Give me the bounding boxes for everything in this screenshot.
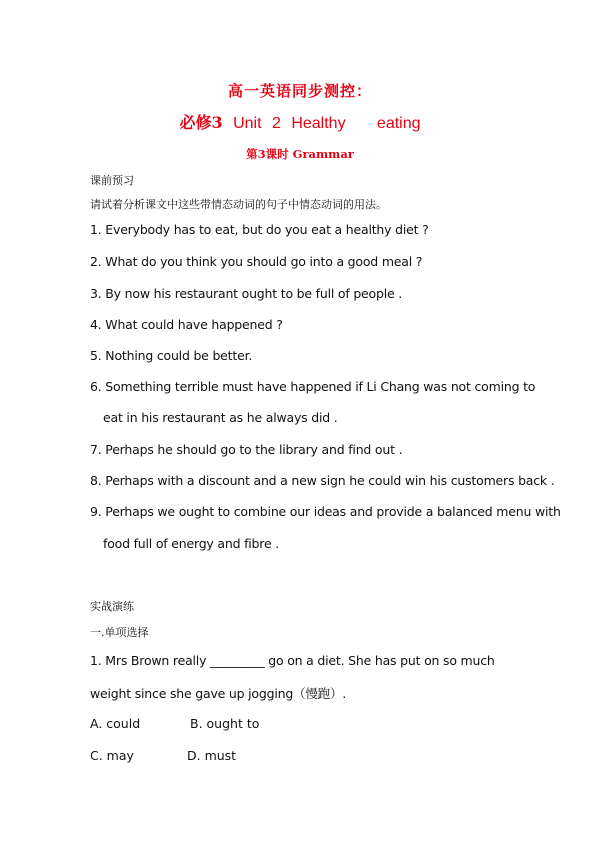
sentence-5: 5. Nothing could be better. [90, 348, 253, 363]
question-1-line2: weight since she gave up jogging（慢跑）. [90, 686, 347, 701]
option-a: A. could [90, 716, 141, 731]
question-1-line1: 1. Mrs Brown really _________ go on a diet. She has put on so much [90, 653, 495, 668]
topic-label: Healthy eating [291, 115, 421, 132]
sentence-3: 3. By now his restaurant ought to be full of people . [90, 286, 403, 301]
option-c: C. may [90, 748, 134, 763]
unit-label: Unit 2 [233, 115, 281, 132]
option-b: B. ought to [190, 716, 260, 731]
sentence-4: 4. What could have happened ? [90, 317, 283, 332]
sentence-7: 7. Perhaps he should go to the library and find out . [90, 442, 403, 457]
practice-label: 实战演练 [90, 600, 134, 613]
document-subtitle [0, 110, 600, 133]
sentence-9: 9. Perhaps we ought to combine our ideas and provide a balanced menu with [90, 504, 561, 519]
module-label: 必修3 [179, 113, 223, 132]
document-title: 高一英语同步测控： [227, 82, 372, 100]
preview-label: 课前预习 [90, 174, 134, 187]
sentence-1: 1. Everybody has to eat, but do you eat a healthy diet ? [90, 222, 429, 237]
preview-instruction: 请试着分析课文中这些带情态动词的句子中情态动词的用法。 [90, 198, 387, 211]
lesson-label: 第3课时 Grammar [246, 147, 354, 161]
sentence-2: 2. What do you think you should go into a good meal ? [90, 254, 423, 269]
sentence-6-cont: eat in his restaurant as he always did . [103, 410, 338, 425]
sentence-9-cont: food full of energy and fibre . [103, 536, 279, 551]
practice-section: 一.单项选择 [90, 626, 149, 639]
sentence-8: 8. Perhaps with a discount and a new sign he could win his customers back . [90, 473, 555, 488]
sentence-6: 6. Something terrible must have happened if Li Chang was not coming to [90, 379, 536, 394]
option-d: D. must [187, 748, 237, 763]
